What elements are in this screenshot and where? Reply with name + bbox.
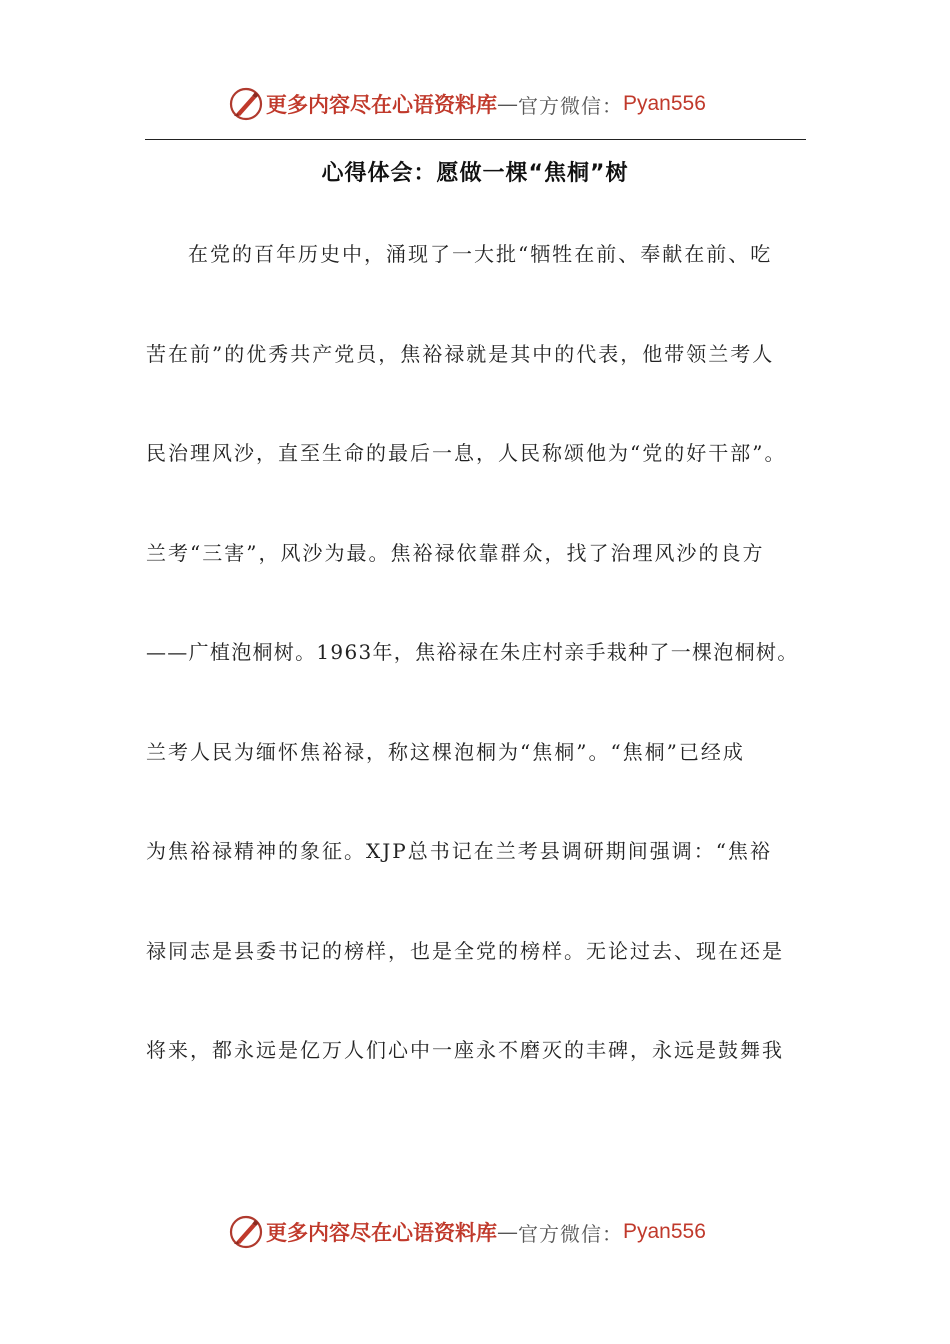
body-line-1: 在党的百年历史中，涌现了一大批“牺牲在前、奉献在前、吃 <box>188 242 773 266</box>
body-line-5: ——广植泡桐树。1963年，焦裕禄在朱庄村亲手栽种了一棵泡桐树。 <box>146 640 799 664</box>
body-line-7: 为焦裕禄精神的象征。XJP总书记在兰考县调研期间强调：“焦裕 <box>146 839 772 863</box>
body-line-2: 苦在前”的优秀共产党员，焦裕禄就是其中的代表，他带领兰考人 <box>146 342 775 366</box>
header-brand-text: 更多内容尽在心语资料库 <box>266 92 497 117</box>
pen-logo-icon <box>228 1214 264 1250</box>
footer-wechat-id: Pyan556 <box>623 1220 706 1243</box>
body-line-4: 兰考“三害”，风沙为最。焦裕禄依靠群众，找了治理风沙的良方 <box>146 541 765 565</box>
header-banner <box>228 84 706 124</box>
header-divider <box>145 139 806 140</box>
footer-dash: — <box>497 1220 518 1244</box>
body-line-3: 民治理风沙，直至生命的最后一息，人民称颂他为“党的好干部”。 <box>146 441 787 465</box>
footer-wechat-label: 官方微信： <box>518 1221 623 1246</box>
footer-banner <box>228 1212 706 1252</box>
body-line-6: 兰考人民为缅怀焦裕禄，称这棵泡桐为“焦桐”。“焦桐”已经成 <box>146 740 745 764</box>
footer-brand-text: 更多内容尽在心语资料库 <box>266 1220 497 1245</box>
header-wechat-label: 官方微信： <box>518 93 623 118</box>
document-title: 心得体会：愿做一棵“焦桐”树 <box>321 161 629 186</box>
body-line-8: 禄同志是县委书记的榜样，也是全党的榜样。无论过去、现在还是 <box>146 939 784 963</box>
header-dash: — <box>497 92 518 116</box>
body-line-9: 将来，都永远是亿万人们心中一座永不磨灭的丰碑，永远是鼓舞我 <box>146 1038 784 1062</box>
header-wechat-id: Pyan556 <box>623 92 706 115</box>
pen-logo-icon <box>228 86 264 122</box>
